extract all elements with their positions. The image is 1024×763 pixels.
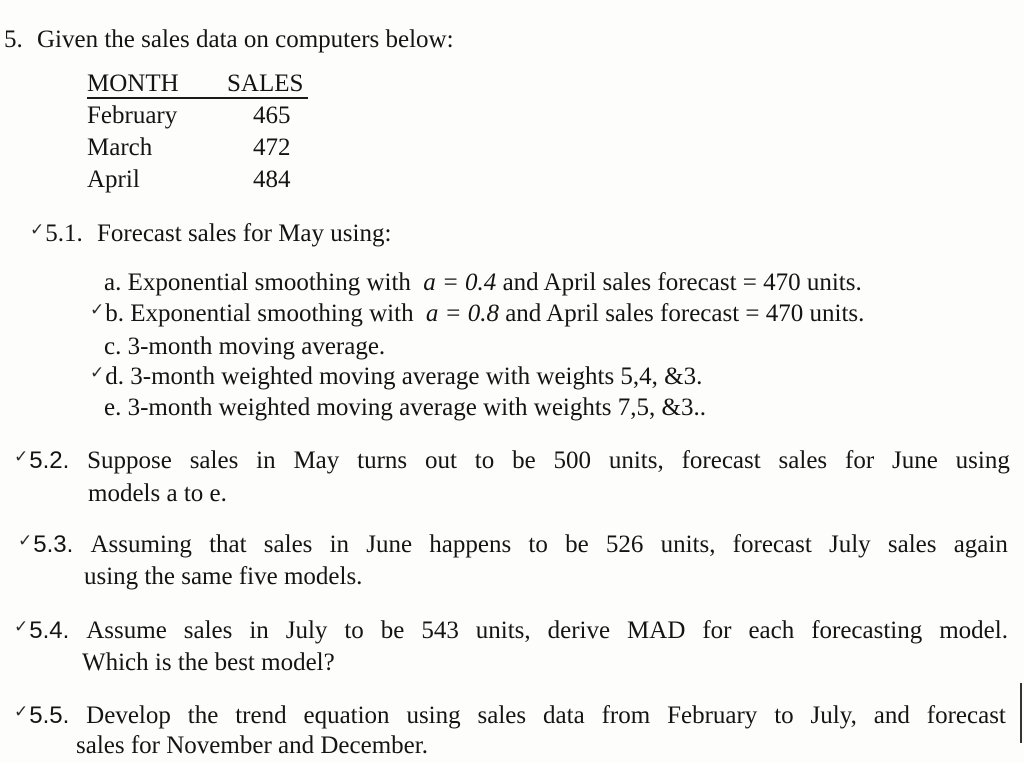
option-letter: c. — [104, 333, 122, 360]
line1-word: to — [474, 447, 495, 474]
question-5-1 — [30, 219, 391, 251]
page-edge-line — [1020, 683, 1022, 743]
line1-word: sales — [887, 531, 937, 558]
line1-word: Assume — [86, 617, 167, 644]
option-c — [104, 332, 385, 362]
option-letter: e. — [104, 394, 122, 421]
question-5-5-line2: sales for November and December. — [76, 732, 428, 759]
line1-word: June — [366, 531, 413, 558]
option-a — [104, 268, 862, 298]
check-mark-icon: ✓ — [14, 447, 29, 467]
option-post: and April sales forecast = 470 units. — [502, 269, 862, 296]
option-pre: Exponential smoothing with — [127, 269, 411, 296]
subquestion-label — [14, 446, 69, 478]
option-letter: a. — [104, 269, 122, 296]
line1-word: equation — [303, 702, 390, 729]
check-mark-icon: ✓ — [30, 220, 45, 240]
line1-word: out — [424, 447, 457, 474]
subquestion-label — [14, 701, 69, 733]
line1-word: February — [667, 702, 758, 729]
line1-word: forecasting — [811, 617, 923, 644]
row-month: March — [87, 134, 153, 161]
line1-word: July — [829, 531, 871, 558]
line1-word: June — [892, 447, 938, 474]
line1-word: in — [249, 617, 269, 644]
alpha-value: a = 0.4 — [423, 269, 497, 296]
line1-word: that — [209, 531, 247, 558]
check-mark-icon: ✓ — [90, 300, 105, 320]
line1-word: derive — [547, 617, 611, 644]
question-5-4 — [14, 616, 1014, 648]
option-d — [90, 362, 702, 394]
line1-word: July — [285, 617, 328, 644]
option-text: 3-month weighted moving average with weights 7,5, &3.. — [127, 394, 706, 421]
question-number: 5. — [4, 26, 23, 53]
month-header: MONTH — [87, 70, 179, 97]
row-sales: 472 — [253, 134, 291, 161]
question-5-header — [4, 25, 454, 55]
check-mark-icon: ✓ — [14, 617, 29, 637]
line1-word: sales — [183, 617, 233, 644]
line1-word: July, — [810, 702, 857, 729]
subquestion-text: Forecast sales for May using: — [97, 220, 392, 247]
subquestion-number: 5.5. — [29, 702, 70, 729]
line1-word: sales — [189, 447, 239, 474]
line1-word: for — [845, 447, 875, 474]
line1-word: trend — [235, 702, 287, 729]
subquestion-label — [18, 530, 73, 562]
question-5-2-line2: models a to e. — [88, 480, 227, 507]
question-5-3-line2: using the same five models. — [84, 563, 363, 590]
line1-word: units, — [608, 447, 664, 474]
line1-word: be — [512, 447, 536, 474]
row-month: April — [87, 166, 140, 193]
line1-word: 543 — [421, 617, 459, 644]
line1-word: model. — [939, 617, 1008, 644]
line1-word: each — [748, 617, 795, 644]
option-b — [90, 299, 864, 331]
check-mark-icon: ✓ — [90, 363, 105, 383]
option-letter: b. — [105, 300, 124, 327]
line1-word: happens — [429, 531, 512, 558]
row-month: February — [87, 102, 178, 129]
line1-word: MAD — [627, 617, 686, 644]
line1-word: the — [187, 702, 219, 729]
subquestion-number: 5.1. — [45, 220, 83, 247]
option-text: 3-month moving average. — [127, 333, 386, 360]
line1-word: and — [873, 702, 910, 729]
line1-word: forecast — [732, 531, 812, 558]
row-sales: 484 — [253, 166, 291, 193]
line1-word: sales — [477, 702, 527, 729]
check-mark-icon: ✓ — [18, 531, 33, 551]
line1-word: using — [406, 702, 461, 729]
line1-word: to — [774, 702, 794, 729]
row-sales: 465 — [253, 102, 291, 129]
line1-word: in — [329, 531, 350, 558]
line1-word: forecast — [681, 447, 761, 474]
line1-word: be — [380, 617, 405, 644]
line1-word: units, — [475, 617, 531, 644]
line1-word: 500 — [553, 447, 592, 474]
option-post: and April sales forecast = 470 units. — [505, 300, 865, 327]
line1-word: turns — [357, 447, 408, 474]
check-mark-icon: ✓ — [14, 702, 29, 722]
line1-word: units, — [660, 531, 716, 558]
line1-word: Develop — [86, 702, 171, 729]
line1-word: sales — [778, 447, 828, 474]
header-underline — [87, 97, 308, 99]
question-5-3 — [18, 530, 1018, 562]
line1-word: using — [955, 447, 1010, 474]
subquestion-number: 5.2. — [29, 447, 70, 474]
line1-word: sales — [263, 531, 313, 558]
line1-word: from — [601, 702, 651, 729]
line1-word: for — [702, 617, 732, 644]
option-e — [104, 393, 706, 423]
line1-word: in — [256, 447, 276, 474]
line1-word: forecast — [926, 702, 1006, 729]
question-5-5 — [14, 701, 1014, 733]
line1-word: be — [565, 531, 589, 558]
line1-word: Assuming — [90, 531, 192, 558]
subquestion-label — [14, 616, 69, 648]
line1-word: 526 — [605, 531, 644, 558]
subquestion-number: 5.4. — [29, 617, 70, 644]
line1-word: to — [344, 617, 364, 644]
line1-word: data — [543, 702, 585, 729]
alpha-value: a = 0.8 — [425, 300, 499, 327]
question-5-4-line2: Which is the best model? — [82, 649, 335, 676]
option-text: 3-month weighted moving average with weights 5,4, &3. — [130, 363, 703, 390]
line1-word: to — [528, 531, 548, 558]
subquestion-number: 5.3. — [33, 531, 74, 558]
line1-word: May — [293, 447, 340, 474]
option-pre: Exponential smoothing with — [130, 300, 414, 327]
option-letter: d. — [105, 363, 124, 390]
question-5-2 — [14, 446, 1014, 478]
line1-word: again — [953, 531, 1008, 558]
line1-word: Suppose — [87, 447, 172, 474]
sales-header: SALES — [227, 70, 304, 97]
question-intro: Given the sales data on computers below: — [37, 26, 454, 53]
